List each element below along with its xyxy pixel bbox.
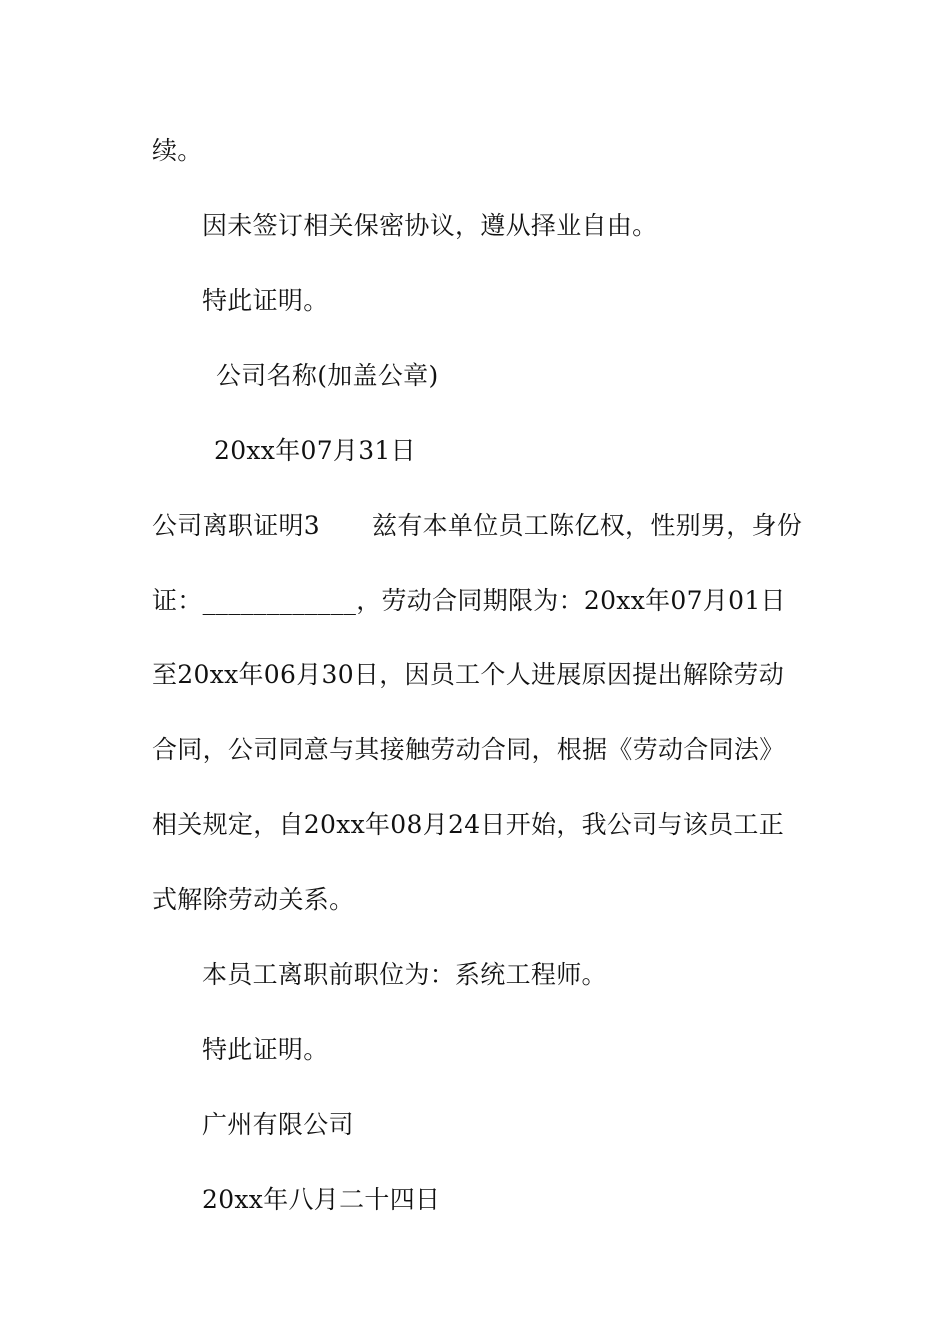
certificate-date: 20xx年八月二十四日 — [202, 1185, 441, 1214]
position-line: 本员工离职前职位为：系统工程师。 — [202, 960, 607, 989]
company-name: 广州有限公司 — [202, 1110, 354, 1139]
certificate-date: 20xx年07月31日 — [214, 436, 416, 465]
body-line: 相关规定，自20xx年08月24日开始，我公司与该员工正 — [152, 810, 785, 839]
certificate3-title: 公司离职证明3 — [152, 511, 321, 540]
company-name-seal: 公司名称(加盖公章) — [216, 361, 439, 390]
confidentiality-paragraph: 因未签订相关保密协议，遵从择业自由。 — [202, 211, 658, 240]
body-line: 至20xx年06月30日，因员工个人进展原因提出解除劳动 — [152, 660, 785, 689]
body-line: 式解除劳动关系。 — [152, 885, 355, 914]
continued-fragment: 续。 — [152, 136, 203, 165]
body-line: 证：____________，劳动合同期限为：20xx年07月01日 — [152, 586, 786, 615]
hereby-certified-text: 特此证明。 — [202, 1035, 329, 1064]
body-line: 合同，公司同意与其接触劳动合同，根据《劳动合同法》 — [152, 735, 785, 764]
certificate3-first-line — [152, 508, 802, 544]
hereby-certified-text: 特此证明。 — [202, 286, 329, 315]
body-line: 兹有本单位员工陈亿权，性别男，身份 — [372, 511, 803, 540]
